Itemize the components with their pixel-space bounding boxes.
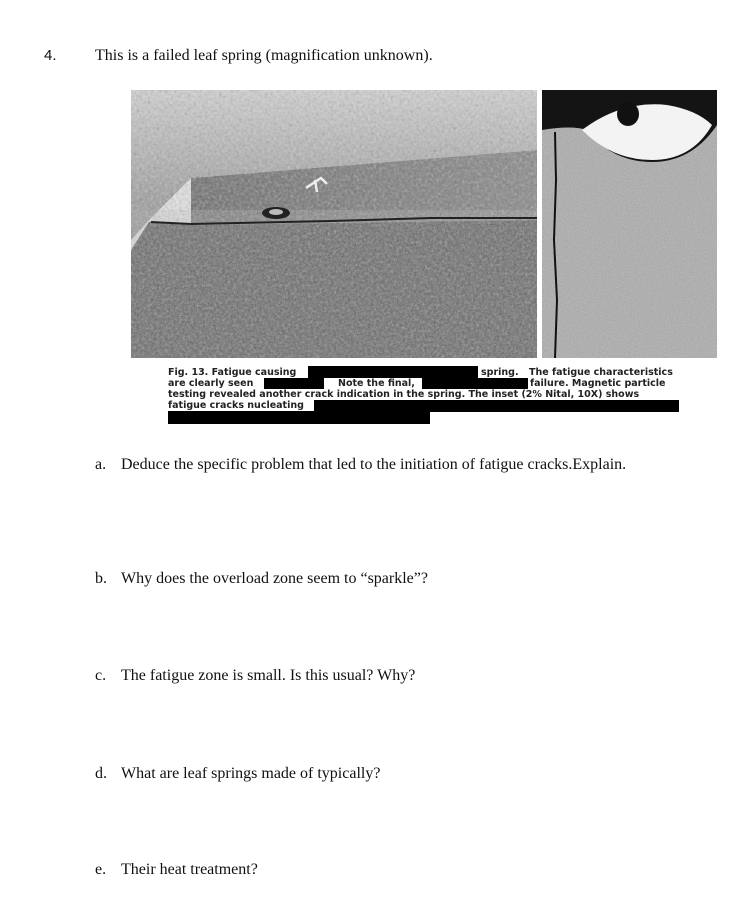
subquestion-a: [95, 456, 626, 474]
subquestion-label: a.: [95, 456, 107, 473]
fracture-figure: [131, 90, 717, 434]
redaction-bar: [422, 378, 528, 389]
subquestion-d: [95, 765, 380, 783]
figure-caption: [168, 367, 680, 422]
caption-line1-c: The fatigue characteristics: [529, 367, 673, 378]
question-number: 4.: [44, 47, 57, 64]
subquestion-c: [95, 667, 415, 685]
caption-line3: testing revealed another crack indication in the spring. The inset (2% Nital, 10X) shows: [168, 389, 640, 400]
question-text: This is a failed leaf spring (magnification unknown).: [95, 47, 433, 64]
subquestion-text: Their heat treatment?: [121, 861, 258, 878]
subquestion-label: b.: [95, 570, 107, 587]
redaction-bar: [168, 411, 430, 424]
subquestion-label: e.: [95, 861, 107, 878]
caption-line1-a: Fig. 13. Fatigue causing: [168, 367, 297, 378]
subquestion-text: What are leaf springs made of typically?: [121, 765, 381, 782]
subquestion-e: [95, 861, 258, 879]
caption-line2-b: Note the final,: [338, 378, 415, 389]
subquestion-text: Deduce the specific problem that led to the initiation of fatigue cracks.Explain.: [121, 456, 627, 473]
leaf-spring-fracture-photo: [131, 90, 537, 358]
caption-line2-a: are clearly seen: [168, 378, 254, 389]
caption-line4: fatigue cracks nucleating: [168, 400, 304, 411]
subquestion-label: c.: [95, 667, 107, 684]
caption-line1-b: spring.: [481, 367, 519, 378]
subquestion-label: d.: [95, 765, 107, 782]
redaction-bar: [264, 378, 324, 389]
caption-line2-c: failure. Magnetic particle: [530, 378, 666, 389]
inset-micrograph: [542, 90, 717, 358]
subquestion-text: The fatigue zone is small. Is this usual? Why?: [121, 667, 416, 684]
subquestion-text: Why does the overload zone seem to “sparkle”?: [121, 570, 428, 587]
subquestion-b: [95, 570, 428, 588]
redaction-bar: [308, 366, 478, 378]
